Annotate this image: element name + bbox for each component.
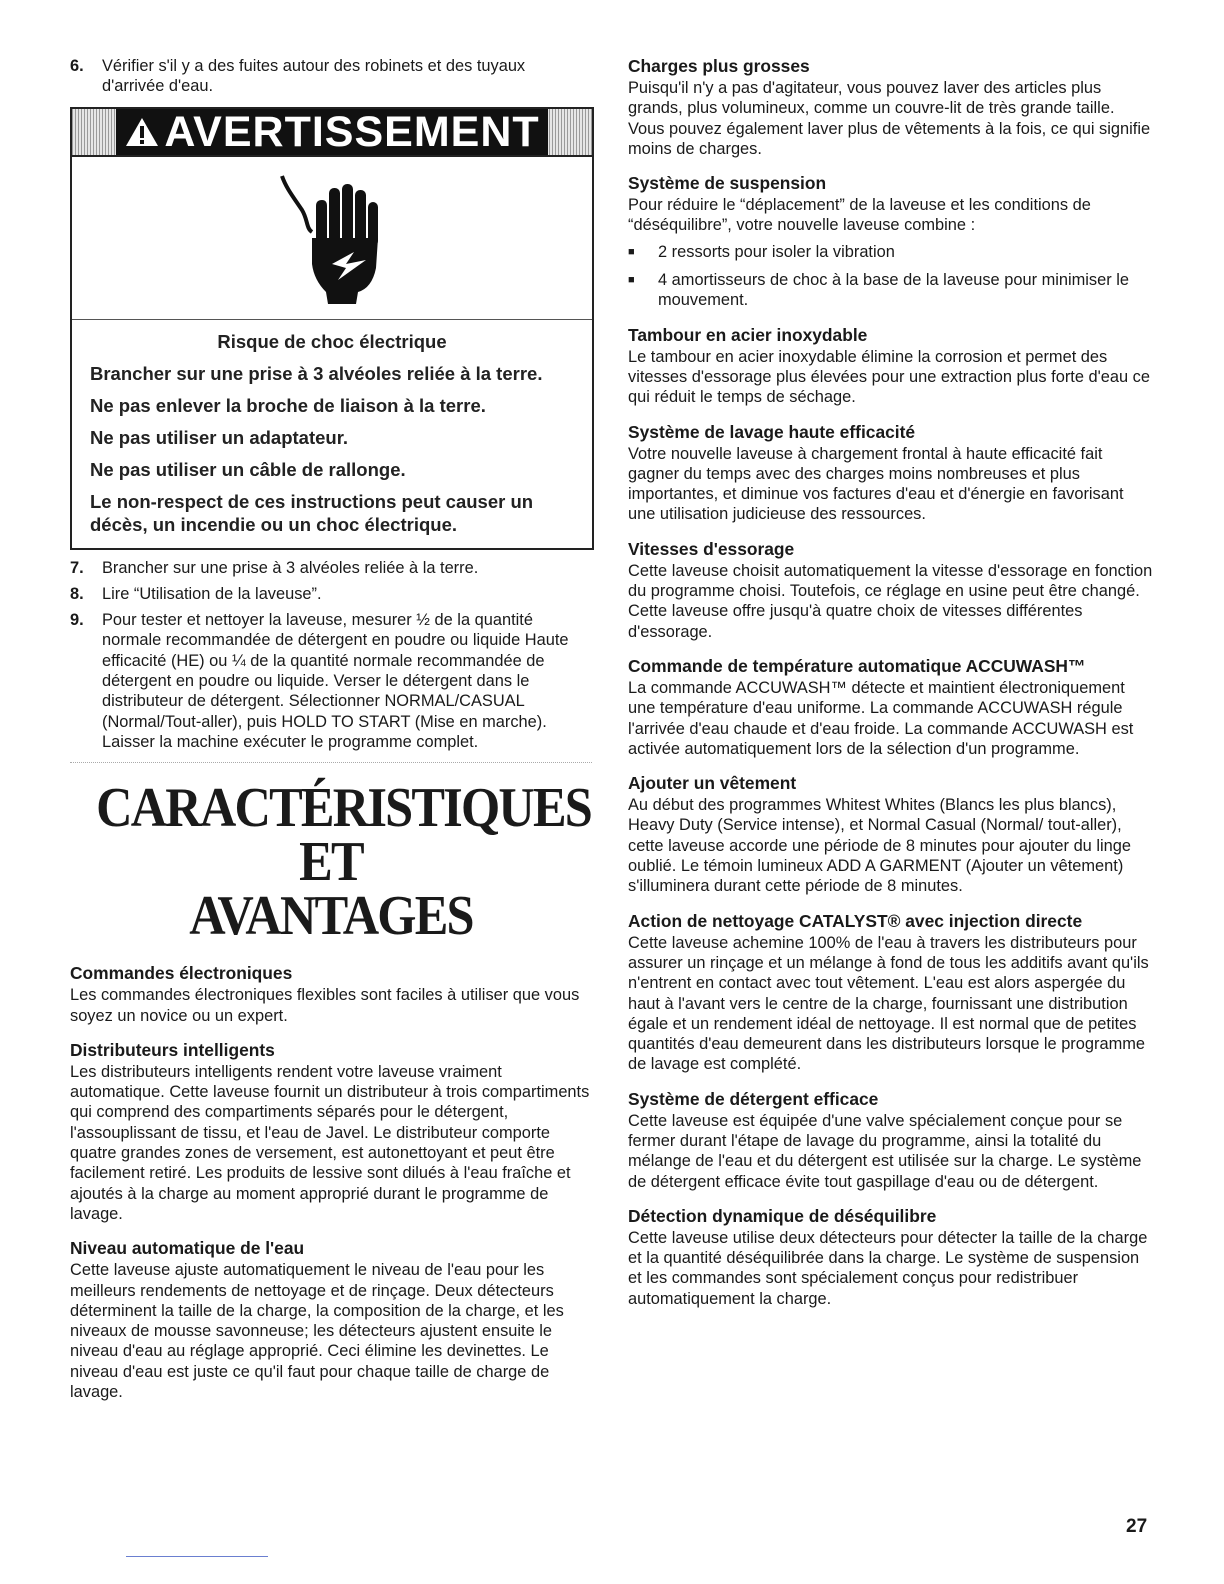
step-text: Vérifier s'il y a des fuites autour des robinets et des tuyaux d'arrivée d'eau. (102, 57, 526, 96)
warning-title (116, 109, 547, 155)
feature-body: Cette laveuse choisit automatiquement la vitesse d'essorage en fonction du programme choisi. Toutefois, ce réglage en usine peut être changé. Cette laveuse offre jusqu'à quatre choix de vitesses différentes d'essorage. (628, 561, 1153, 641)
feature-heading: Commandes électroniques (70, 963, 293, 984)
warning-line: Le non-respect de ces instructions peut causer un décès, un incendie ou un choc électrique. (90, 490, 534, 535)
warning-line: Ne pas utiliser un adaptateur. (90, 426, 349, 448)
electric-shock-hand-icon (272, 168, 392, 308)
feature-body: Les distributeurs intelligents rendent votre laveuse vraiment automatique. Cette laveuse fournit un distributeur à trois compartiments qui comprend des compartiments séparés pour le détergent, l'assouplissant de tissu, et l'eau de Javel. Le distributeur comporte quatre grandes zones de versement, est autonettoyant et peut être facilement retiré. Les produits de lessive sont dilués à l'eau fraîche et ajoutés à la charge au moment approprié durant le programme de lavage. (70, 1062, 590, 1223)
feature-heading: Système de suspension (628, 173, 827, 194)
warning-title-text: AVERTISSEMENT (164, 107, 540, 156)
step-number: 7. (70, 558, 84, 577)
feature-body: Cette laveuse utilise deux détecteurs pour détecter la taille de la charge et la quantité déséquilibrée dans la charge. Le système de suspension et les commandes sont spécialement conçus pour redistribuer automatiquement la charge. (628, 1228, 1148, 1308)
feature-body: La commande ACCUWASH™ détecte et maintient électroniquement une température d'eau uniforme. La commande ACCUWASH régule l'arrivée d'eau chaude et d'eau froide. La commande ACCUWASH est activée automatiquement lors de la sélection d'un programme. (628, 678, 1134, 758)
step-text: Pour tester et nettoyer la laveuse, mesurer ½ de la quantité normale recommandée de détergent en poudre ou liquide Haute efficacité (HE) ou ¼ de la quantité normale recommandée de détergent en poudre ou liquide. Verser le détergent dans le distributeur de détergent. Sélectionner NORMAL/CASUAL (Normal/Tout-aller), puis HOLD TO START (Mise en marche). Laisser la machine exécuter le programme complet. (102, 611, 569, 751)
feature-heading: Détection dynamique de déséquilibre (628, 1205, 937, 1226)
feature-heading: Distributeurs intelligents (70, 1039, 275, 1060)
step-item (70, 584, 592, 604)
feature-heading: Système de lavage haute efficacité (628, 421, 916, 442)
bullet-list (628, 242, 1154, 311)
feature-body: Pour réduire le “déplacement” de la laveuse et les conditions de “déséquilibre”, votre nouvelle laveuse combine : (628, 196, 1091, 235)
step-number: 6. (70, 57, 84, 75)
feature-section (628, 1089, 1154, 1192)
feature-body: Cette laveuse achemine 100% de l'eau à travers les distributeurs pour assurer un rinçage et un mélange à fond de tous les additifs avant qu'ils n'entrent en contact avec tout vêtement. L'eau est alors aspergée du haut à l'avant vers le centre de la charge, fournissant une distribution égale et un rendement idéal de nettoyage. Il est normal que de petites quantités d'eau demeurent dans les distributeurs lorsque le programme de lavage est complété. (628, 933, 1149, 1074)
list-item (628, 242, 1154, 262)
left-column (70, 56, 592, 1416)
warning-header (72, 109, 592, 157)
main-title-line: AVANTAGES (189, 885, 473, 948)
feature-section (628, 539, 1154, 642)
feature-section (628, 173, 1154, 310)
warning-line: Ne pas enlever la broche de liaison à la terre. (90, 394, 486, 416)
step-item (70, 558, 592, 578)
bullet-square-icon: ■ (628, 274, 635, 287)
feature-section (70, 1040, 592, 1224)
feature-heading: Commande de température automatique ACCUWASH™ (628, 655, 1086, 676)
feature-body: Le tambour en acier inoxydable élimine la corrosion et permet des vitesses d'essorage plus élevées pour une extraction plus forte d'eau ce qui réduit le temps de séchage. (628, 347, 1150, 407)
footer-rule (126, 1556, 268, 1557)
step-item (70, 56, 592, 97)
feature-section (628, 773, 1154, 896)
feature-heading: Ajouter un vêtement (628, 773, 797, 794)
feature-section (70, 1238, 592, 1402)
warning-line: Ne pas utiliser un câble de rallonge. (90, 458, 406, 480)
feature-section (628, 325, 1154, 408)
feature-heading: Système de détergent efficace (628, 1088, 879, 1109)
step-number: 8. (70, 584, 84, 603)
warning-text (72, 320, 592, 548)
main-title-line: CARACTÉRISTIQUES ET (96, 777, 592, 894)
warning-triangle-icon (124, 116, 160, 148)
feature-heading: Tambour en acier inoxydable (628, 324, 868, 345)
step-number: 9. (70, 611, 84, 630)
warning-image (72, 157, 592, 320)
feature-body: Cette laveuse est équipée d'une valve spécialement conçue pour se fermer durant l'étape de lavage du programme, ainsi la totalité du mélange de l'eau et du détergent est utilisée sur la charge. Le système de détergent efficace évite tout gaspillage d'eau ou de détergent. (628, 1111, 1142, 1191)
warning-line: Brancher sur une prise à 3 alvéoles reliée à la terre. (90, 362, 543, 384)
warning-heading: Risque de choc électrique (217, 330, 447, 352)
feature-heading: Vitesses d'essorage (628, 538, 795, 559)
feature-body: Cette laveuse ajuste automatiquement le niveau de l'eau pour les meilleurs rendements de nettoyage et de rinçage. Deux détecteurs déterminent la taille de la charge, la composition de la charge, et les niveaux de mousse savonneuse; les détecteurs ajustent ensuite le niveau d'eau au réglage approprié. Ceci élimine les devinettes. Le niveau d'eau est juste ce qu'il faut pour chaque taille de charge de lavage. (70, 1261, 564, 1402)
feature-section (628, 56, 1154, 159)
step-item (70, 610, 592, 752)
feature-section (70, 963, 592, 1026)
feature-body: Puisqu'il n'y a pas d'agitateur, vous pouvez laver des articles plus grands, plus volumineux, comme un couvre-lit de très grande taille. Vous pouvez également laver plus de vêtements à la fois, ce qui signifie moins de charges. (628, 79, 1151, 158)
right-column (628, 56, 1154, 1323)
feature-body: Les commandes électroniques flexibles sont faciles à utiliser que vous soyez un novice ou un expert. (70, 986, 580, 1025)
feature-heading: Niveau automatique de l'eau (70, 1238, 305, 1259)
warning-box (70, 107, 594, 550)
feature-section (628, 422, 1154, 525)
feature-heading: Action de nettoyage CATALYST® avec injection directe (628, 910, 1083, 931)
bullet-square-icon: ■ (628, 245, 635, 258)
feature-section (628, 911, 1154, 1075)
main-title (96, 777, 592, 948)
feature-heading: Charges plus grosses (628, 56, 810, 76)
list-item-text: 2 ressorts pour isoler la vibration (658, 242, 895, 261)
step-text: Brancher sur une prise à 3 alvéoles reliée à la terre. (102, 558, 479, 577)
section-divider (70, 762, 592, 763)
feature-body: Votre nouvelle laveuse à chargement frontal à haute efficacité fait gagner du temps avec des charges moins nombreuses et plus importantes, et diminue vos factures d'eau et d'énergie en favorisant une utilisation judicieuse des ressources. (628, 444, 1124, 524)
step-text: Lire “Utilisation de la laveuse”. (102, 584, 322, 603)
list-item-text: 4 amortisseurs de choc à la base de la laveuse pour minimiser le mouvement. (658, 271, 1130, 310)
list-item (628, 270, 1154, 311)
page-number: 27 (1126, 1516, 1148, 1537)
feature-body: Au début des programmes Whitest Whites (Blancs les plus blancs), Heavy Duty (Service intense), et Normal Casual (Normal/ tout-aller), cette laveuse accorde une période de 8 minutes pour ajouter du linge oublié. Le témoin lumineux ADD A GARMENT (Ajouter un vêtement) s'illuminera durant cette période de 8 minutes. (628, 796, 1131, 896)
feature-section (628, 656, 1154, 759)
feature-section (628, 1206, 1154, 1309)
